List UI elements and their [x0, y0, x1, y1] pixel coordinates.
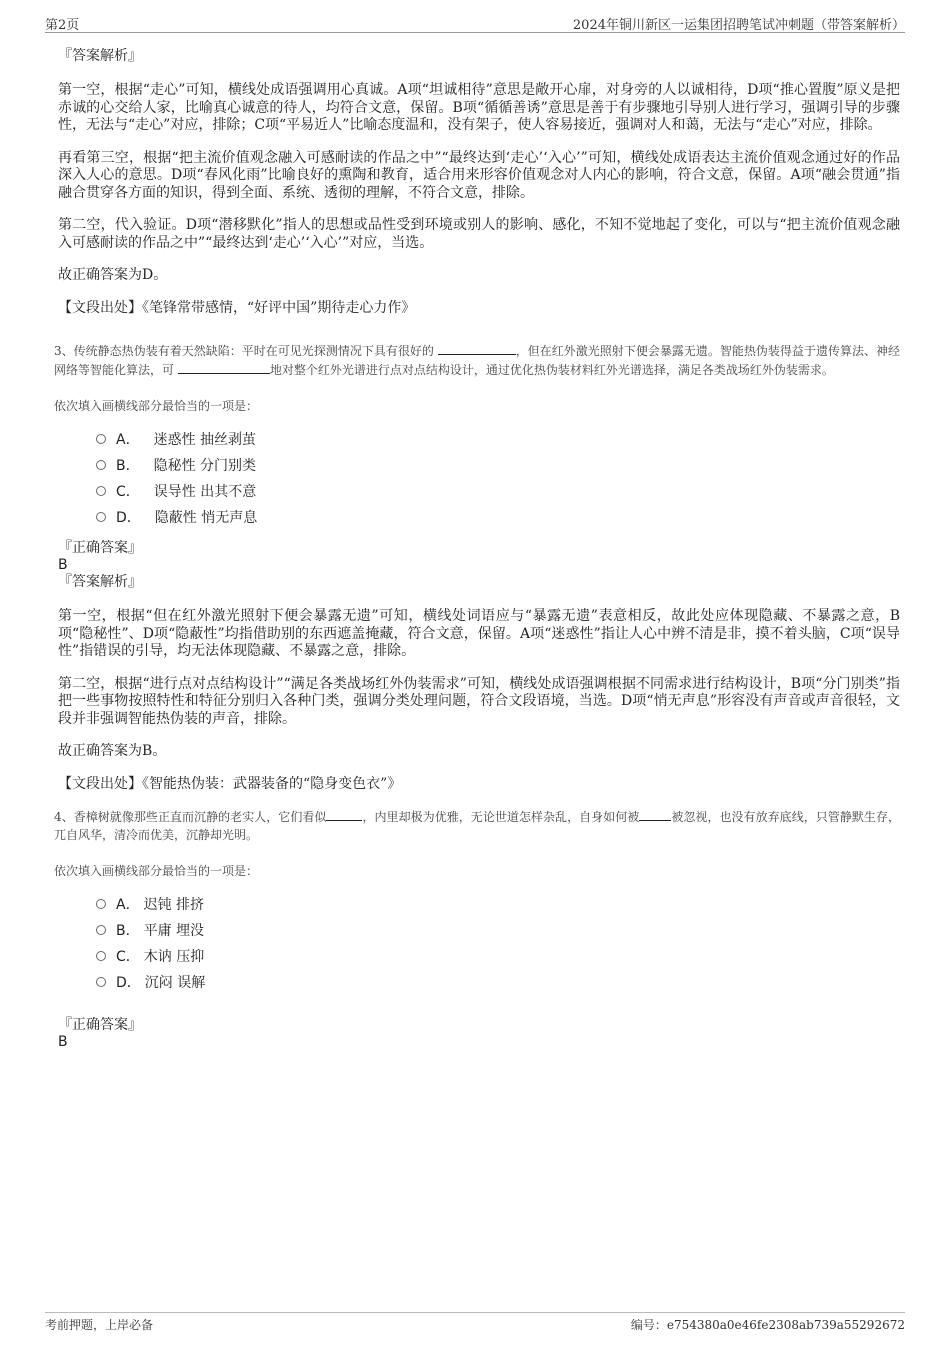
- question-3-text: 3、传统静态热伪装有着天然缺陷：平时在可见光探测情况下具有很好的 ，但在红外激光照射下便会暴露无遗。智能热伪装得益于遗传算法、神经网络等智能化算法，可 地对整个红外光谱进行点对点结构设计，通过优化热伪装材料红外光谱选择，满足各类战场红外伪装需求。: [54, 344, 900, 377]
- radio-icon[interactable]: [96, 899, 106, 909]
- page-header: [45, 12, 905, 33]
- analysis-label: 『答案解析』: [58, 48, 142, 64]
- option-a[interactable]: A． 迟钝 排挤: [96, 891, 900, 917]
- analysis-paragraph: 第一空，根据“但在红外激光照射下便会暴露无遗”可知，横线处词语应与“暴露无遗”表意相反，故此处应体现隐藏、不暴露之意，B项“隐秘性”、D项“隐蔽性”均指借助别的东西遮盖掩藏，符合文意，保留。A项“迷惑性”指让人心中辨不清是非，摸不着头脑，C项“误导性”指错误的引导，均无法体现隐藏、不暴露之意，排除。: [58, 608, 900, 659]
- page-content: [54, 48, 900, 1051]
- analysis-paragraph: 第二空，代入验证。D项“潜移默化”指人的思想或品性受到环境或别人的影响、感化，不知不觉地起了变化，可以与“把主流价值观念融入可感耐读的作品之中”“最终达到‘走心’‘入心’”对应，当选。: [58, 217, 900, 251]
- question-instruction: 依次填入画横线部分最恰当的一项是：: [54, 399, 259, 413]
- source-citation: 【文段出处】《智能热伪装：武器装备的“隐身变色衣”》: [58, 775, 402, 792]
- option-d[interactable]: D． 沉闷 误解: [96, 969, 900, 995]
- radio-icon[interactable]: [96, 925, 106, 935]
- option-c[interactable]: C． 木讷 压抑: [96, 943, 900, 969]
- page-footer: [45, 1312, 905, 1333]
- options-list: [58, 891, 900, 995]
- document-title: 2024年铜川新区一运集团招聘笔试冲刺题（带答案解析）: [572, 18, 905, 33]
- blank-1: [438, 342, 516, 355]
- radio-icon[interactable]: [96, 977, 106, 987]
- option-d[interactable]: D． 隐蔽性 悄无声息: [96, 504, 900, 530]
- blank-2: [178, 361, 270, 374]
- radio-icon[interactable]: [96, 951, 106, 961]
- option-a[interactable]: A． 迷惑性 抽丝剥茧: [96, 426, 900, 452]
- analysis-label: 『答案解析』: [58, 574, 142, 590]
- page-number: 第2页: [45, 18, 80, 33]
- analysis-paragraph: 第二空，根据“进行点对点结构设计”“满足各类战场红外伪装需求”可知，横线处成语强调根据不同需求进行结构设计，B项“分门别类”指把一些事物按照特性和特征分别归入各种门类，强调分类处理问题，符合文段语境，当选。D项“悄无声息”形容没有声音或声音很轻，文段并非强调智能热伪装的声音，排除。: [58, 675, 900, 727]
- footer-slogan: 考前押题，上岸必备: [45, 1318, 154, 1332]
- question-4-text: 4、香樟树就像那些正直而沉静的老实人，它们看似 ，内里却极为优雅，无论世道怎样杂乱，自身如何被 被忽视，也没有放弃底线，只管静默生存，兀自风华，清冷而优美，沉静却光明。: [54, 810, 900, 842]
- radio-icon[interactable]: [96, 434, 106, 444]
- radio-icon[interactable]: [96, 512, 106, 522]
- analysis-paragraph: 再看第三空，根据“把主流价值观念融入可感耐读的作品之中”“最终达到‘走心’‘入心’”可知，横线处成语表达主流价值观念通过好的作品深入人心的意思。D项“春风化雨”比喻良好的熏陶和教育，适合用来形容价值观念对人内心的影响，符合文意，保留。A项“融会贯通”指融合贯穿各方面的知识，得到全面、系统、透彻的理解，不符合文意，排除。: [58, 149, 900, 201]
- blank-2: [639, 808, 671, 821]
- options-list: [58, 426, 900, 530]
- conclusion: 故正确答案为B。: [58, 743, 167, 759]
- correct-answer-label: 『正确答案』: [58, 1017, 142, 1033]
- blank-1: [326, 808, 362, 821]
- correct-answer-label: 『正确答案』: [58, 540, 142, 556]
- conclusion: 故正确答案为D。: [58, 267, 168, 283]
- option-b[interactable]: B． 隐秘性 分门别类: [96, 452, 900, 478]
- option-c[interactable]: C． 误导性 出其不意: [96, 478, 900, 504]
- document-id: 编号：e754380a0e46fe2308ab739a55292672: [630, 1318, 905, 1332]
- correct-answer: B: [58, 1034, 68, 1050]
- radio-icon[interactable]: [96, 460, 106, 470]
- analysis-paragraph: 第一空，根据“走心”可知，横线处成语强调用心真诚。A项“坦诚相待”意思是敞开心扉，对身旁的人以诚相待，D项“推心置腹”原义是把赤诚的心交给人家，比喻真心诚意的待人，均符合文意，保留。B项“循循善诱”意思是善于有步骤地引导别人进行学习，强调引导的步骤性，无法与“走心”对应，排除；C项“平易近人”比喻态度温和，没有架子，使人容易接近，强调对人和蔼，无法与“走心”对应，排除。: [58, 82, 900, 133]
- question-instruction: 依次填入画横线部分最恰当的一项是：: [54, 864, 259, 878]
- source-citation: 【文段出处】《笔锋常带感情，“好评中国”期待走心力作》: [58, 299, 416, 316]
- option-b[interactable]: B． 平庸 埋没: [96, 917, 900, 943]
- radio-icon[interactable]: [96, 486, 106, 496]
- correct-answer: B: [58, 557, 68, 573]
